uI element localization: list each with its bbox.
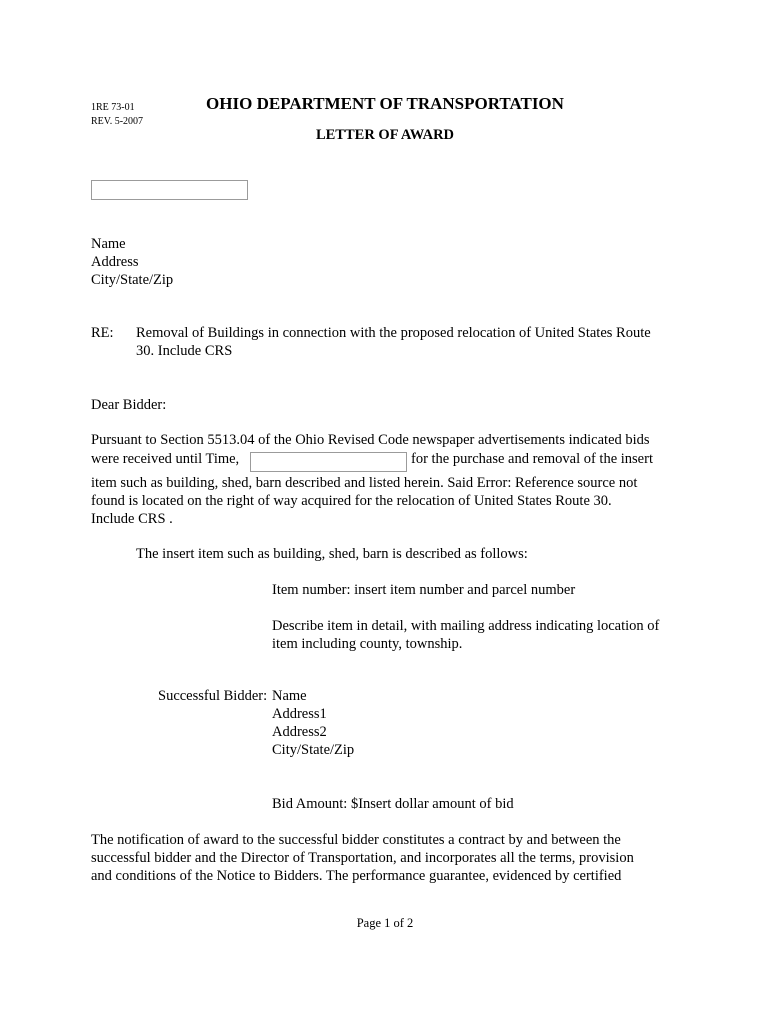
re-label: RE: bbox=[91, 325, 114, 341]
recipient-street: Address bbox=[91, 254, 139, 270]
bidder-name: Name bbox=[272, 688, 307, 704]
paragraph-line: were received until Time, bbox=[91, 451, 240, 467]
salutation: Dear Bidder: bbox=[91, 397, 167, 413]
paragraph-line: item such as building, shed, barn described and listed herein. Said Error: Reference source not bbox=[91, 475, 638, 491]
date-field[interactable] bbox=[91, 180, 248, 200]
recipient-name: Name bbox=[91, 236, 126, 252]
paragraph-line: for the purchase and removal of the insert bbox=[411, 451, 653, 467]
paragraph-line: and conditions of the Notice to Bidders. The performance guarantee, evidenced by certified bbox=[91, 868, 622, 884]
time-field[interactable] bbox=[250, 452, 407, 472]
re-subject bbox=[136, 324, 651, 360]
item-description-line: Describe item in detail, with mailing address indicating location of bbox=[272, 618, 660, 634]
form-number: 1RE 73-01 bbox=[91, 102, 135, 113]
recipient-address bbox=[91, 235, 173, 289]
re-subject-line: Removal of Buildings in connection with the proposed relocation of United States Route bbox=[136, 325, 651, 341]
bidder-address2: Address2 bbox=[272, 724, 327, 740]
paragraph-line: successful bidder and the Director of Transportation, and incorporates all the terms, provision bbox=[91, 850, 634, 866]
page-number: Page 1 of 2 bbox=[356, 916, 414, 930]
item-description bbox=[272, 617, 659, 653]
re-subject-line: 30. Include CRS bbox=[136, 343, 233, 359]
item-intro: The insert item such as building, shed, barn is described as follows: bbox=[136, 546, 528, 562]
document-title-text: OHIO DEPARTMENT OF TRANSPORTATION bbox=[206, 94, 564, 113]
item-number: Item number: insert item number and parcel number bbox=[272, 582, 576, 598]
recipient-city-state-zip: City/State/Zip bbox=[91, 272, 174, 288]
bidder-city-state-zip: City/State/Zip bbox=[272, 742, 355, 758]
bidder-address1: Address1 bbox=[272, 706, 327, 722]
paragraph-block bbox=[91, 831, 634, 885]
paragraph-line: Include CRS . bbox=[91, 511, 173, 527]
form-revision: REV. 5-2007 bbox=[91, 116, 144, 127]
document-title bbox=[0, 94, 770, 114]
paragraph-line: The notification of award to the successful bidder constitutes a contract by and between the bbox=[91, 832, 621, 848]
successful-bidder-address bbox=[272, 687, 354, 759]
item-description-line: item including county, township. bbox=[272, 636, 463, 652]
bid-amount: Bid Amount: $Insert dollar amount of bid bbox=[272, 796, 514, 812]
successful-bidder-label: Successful Bidder: bbox=[158, 688, 268, 704]
paragraph-line: Pursuant to Section 5513.04 of the Ohio Revised Code newspaper advertisements indicated bids bbox=[91, 432, 650, 448]
paragraph-block bbox=[91, 474, 637, 528]
document-subtitle: LETTER OF AWARD bbox=[315, 127, 455, 143]
paragraph-line: found is located on the right of way acquired for the relocation of United States Route 30. bbox=[91, 493, 612, 509]
